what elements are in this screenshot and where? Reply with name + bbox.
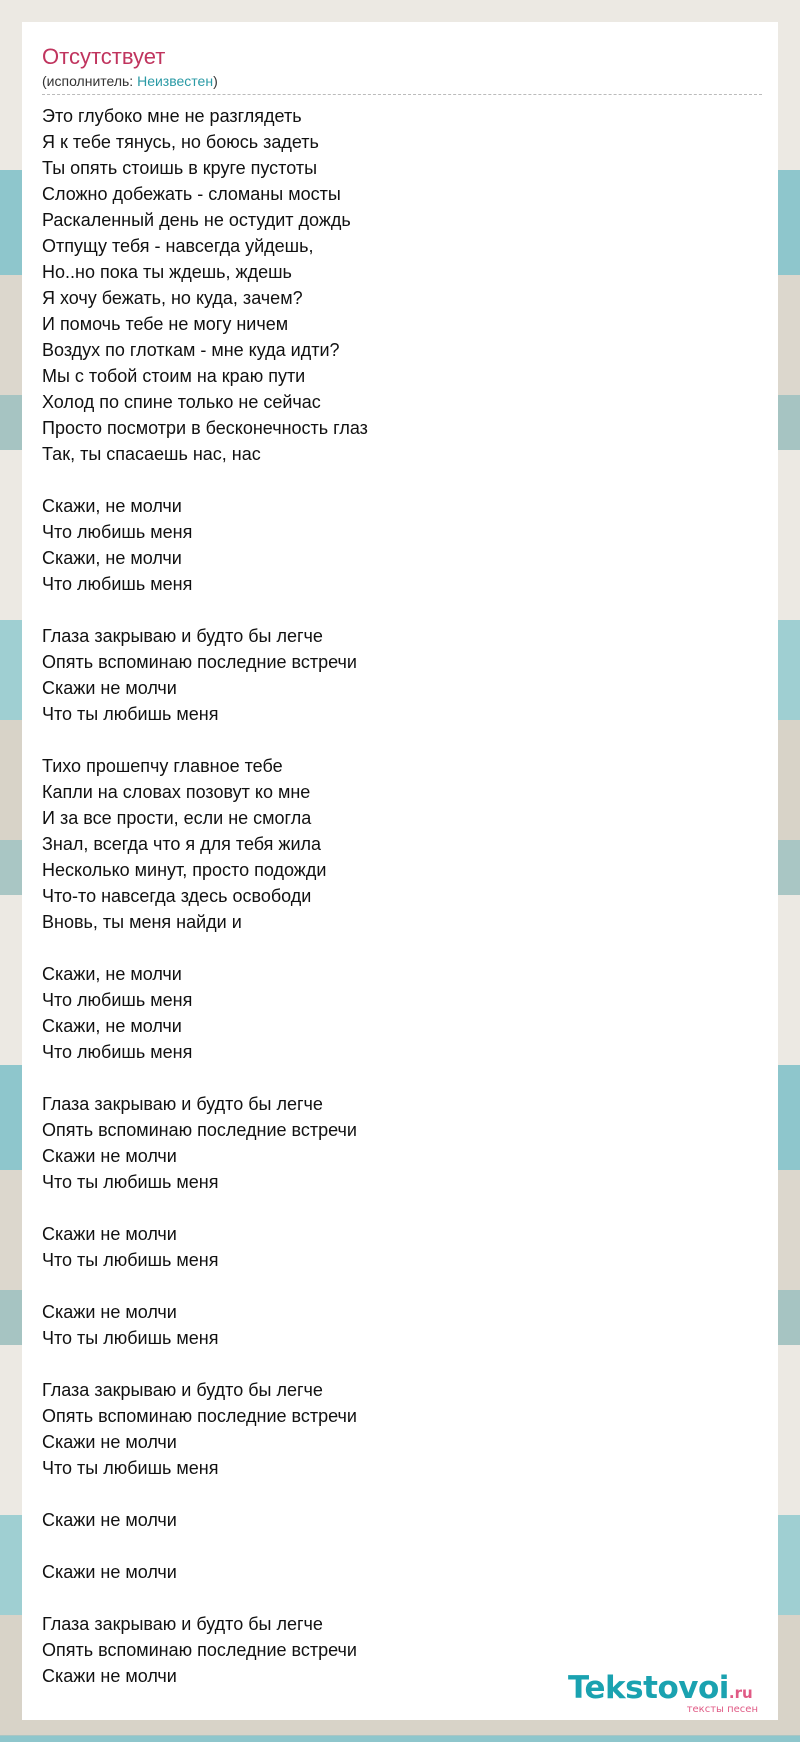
lyrics-stanza bbox=[42, 961, 758, 1065]
lyrics-card bbox=[22, 22, 778, 1720]
lyrics-line: Глаза закрываю и будто бы легче bbox=[42, 1094, 323, 1114]
lyrics-stanza bbox=[42, 1091, 758, 1195]
lyrics-line: Скажи не молчи bbox=[42, 1666, 177, 1686]
lyrics-line: И помочь тебе не могу ничем bbox=[42, 314, 289, 334]
lyrics-line: Сложно добежать - сломаны мосты bbox=[42, 184, 341, 204]
logo-tagline: тексты песен bbox=[686, 1704, 758, 1715]
lyrics-stanza bbox=[42, 753, 758, 935]
logo-tld: .ru bbox=[728, 1684, 753, 1702]
site-logo[interactable] bbox=[568, 1670, 778, 1720]
lyrics-line: Скажи не молчи bbox=[42, 1146, 177, 1166]
lyrics-line: Что любишь меня bbox=[42, 990, 193, 1010]
lyrics-line: Просто посмотри в бесконечность глаз bbox=[42, 418, 368, 438]
lyrics-line: Скажи не молчи bbox=[42, 1510, 177, 1530]
lyrics-line: Глаза закрываю и будто бы легче bbox=[42, 1380, 323, 1400]
artist-prefix: (исполнитель: bbox=[42, 73, 138, 89]
artist-link[interactable]: Неизвестен bbox=[137, 73, 214, 89]
lyrics-line: Так, ты спасаешь нас, нас bbox=[42, 444, 261, 464]
lyrics-line: Что-то навсегда здесь освободи bbox=[42, 886, 312, 906]
lyrics-line: Капли на словах позовут ко мне bbox=[42, 782, 311, 802]
lyrics-line: И за все прости, если не смогла bbox=[42, 808, 312, 828]
lyrics-stanza bbox=[42, 623, 758, 727]
lyrics-line: Ты опять стоишь в круге пустоты bbox=[42, 158, 318, 178]
lyrics-line: Тихо прошепчу главное тебе bbox=[42, 756, 283, 776]
artist-suffix: ) bbox=[213, 73, 218, 89]
lyrics-line: Вновь, ты меня найди и bbox=[42, 912, 242, 932]
lyrics-line: Опять вспоминаю последние встречи bbox=[42, 1406, 357, 1426]
lyrics-line: Это глубоко мне не разглядеть bbox=[42, 106, 302, 126]
lyrics-line: Скажи не молчи bbox=[42, 678, 177, 698]
lyrics-line: Что ты любишь меня bbox=[42, 1172, 219, 1192]
lyrics-stanza bbox=[42, 1559, 758, 1585]
lyrics-line: Опять вспоминаю последние встречи bbox=[42, 1640, 357, 1660]
lyrics-line: Я хочу бежать, но куда, зачем? bbox=[42, 288, 303, 308]
lyrics-line: Что любишь меня bbox=[42, 522, 193, 542]
lyrics-line: Что ты любишь меня bbox=[42, 1328, 219, 1348]
lyrics-line: Что ты любишь меня bbox=[42, 1458, 219, 1478]
lyrics-line: Я к тебе тянусь, но боюсь задеть bbox=[42, 132, 319, 152]
artist-line bbox=[42, 72, 762, 95]
lyrics-line: Скажи, не молчи bbox=[42, 1016, 182, 1036]
lyrics-line: Скажи, не молчи bbox=[42, 548, 182, 568]
lyrics-stanza bbox=[42, 1507, 758, 1533]
logo-main-text: Tekstovoi bbox=[568, 1670, 729, 1706]
lyrics-line: Что ты любишь меня bbox=[42, 1250, 219, 1270]
lyrics-body bbox=[42, 103, 758, 1689]
lyrics-line: Холод по спине только не сейчас bbox=[42, 392, 321, 412]
lyrics-line: Опять вспоминаю последние встречи bbox=[42, 652, 357, 672]
lyrics-line: Глаза закрываю и будто бы легче bbox=[42, 626, 323, 646]
lyrics-line: Скажи, не молчи bbox=[42, 964, 182, 984]
bottom-border bbox=[0, 1736, 800, 1742]
lyrics-line: Опять вспоминаю последние встречи bbox=[42, 1120, 357, 1140]
lyrics-line: Что любишь меня bbox=[42, 1042, 193, 1062]
lyrics-line: Скажи не молчи bbox=[42, 1224, 177, 1244]
lyrics-line: Знал, всегда что я для тебя жила bbox=[42, 834, 322, 854]
lyrics-line: Скажи не молчи bbox=[42, 1432, 177, 1452]
lyrics-line: Воздух по глоткам - мне куда идти? bbox=[42, 340, 340, 360]
lyrics-line: Раскаленный день не остудит дождь bbox=[42, 210, 351, 230]
lyrics-line: Глаза закрываю и будто бы легче bbox=[42, 1614, 323, 1634]
lyrics-stanza bbox=[42, 493, 758, 597]
lyrics-stanza bbox=[42, 1377, 758, 1481]
lyrics-line: Скажи не молчи bbox=[42, 1562, 177, 1582]
lyrics-line: Несколько минут, просто подожди bbox=[42, 860, 327, 880]
song-title: Отсутствует bbox=[42, 44, 166, 69]
lyrics-line: Что любишь меня bbox=[42, 574, 193, 594]
lyrics-stanza bbox=[42, 103, 758, 467]
lyrics-line: Что ты любишь меня bbox=[42, 704, 219, 724]
lyrics-line: Но..но пока ты ждешь, ждешь bbox=[42, 262, 292, 282]
lyrics-line: Скажи, не молчи bbox=[42, 496, 182, 516]
lyrics-line: Скажи не молчи bbox=[42, 1302, 177, 1322]
lyrics-stanza bbox=[42, 1221, 758, 1273]
lyrics-line: Мы с тобой стоим на краю пути bbox=[42, 366, 306, 386]
lyrics-stanza bbox=[42, 1299, 758, 1351]
lyrics-line: Отпущу тебя - навсегда уйдешь, bbox=[42, 236, 314, 256]
